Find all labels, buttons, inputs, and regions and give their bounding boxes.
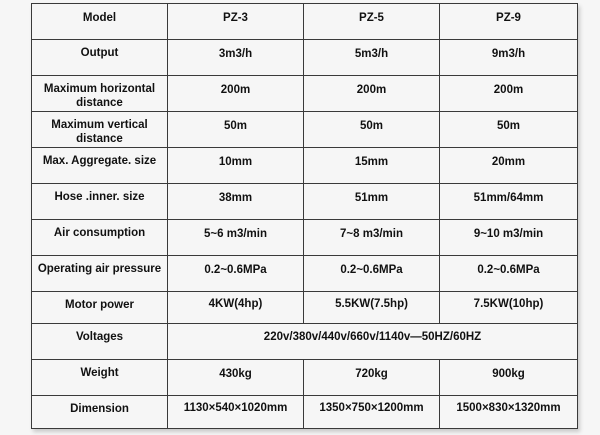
header-cell-pz3: PZ-3 bbox=[168, 4, 304, 40]
row-label: Maximum horizontal distance bbox=[32, 76, 168, 112]
table-cell: 1350×750×1200mm bbox=[304, 396, 440, 429]
table-cell: 38mm bbox=[168, 184, 304, 220]
table-cell: 5~6 m3/min bbox=[168, 220, 304, 256]
row-label: Motor power bbox=[32, 292, 168, 324]
table-cell: 5.5KW(7.5hp) bbox=[304, 292, 440, 324]
table-cell: 200m bbox=[440, 76, 578, 112]
table-cell: 10mm bbox=[168, 148, 304, 184]
table-row-max-horizontal-distance bbox=[32, 76, 578, 112]
table-row-air-consumption bbox=[32, 220, 578, 256]
table-cell: 200m bbox=[304, 76, 440, 112]
table-cell: 50m bbox=[440, 112, 578, 148]
table-cell: 1500×830×1320mm bbox=[440, 396, 578, 429]
table-row-weight bbox=[32, 360, 578, 396]
table-cell: 5m3/h bbox=[304, 40, 440, 76]
table-row-operating-air-pressure bbox=[32, 256, 578, 292]
table-cell: 50m bbox=[304, 112, 440, 148]
table-cell: 0.2~0.6MPa bbox=[440, 256, 578, 292]
row-label: Hose .inner. size bbox=[32, 184, 168, 220]
row-label: Operating air pressure bbox=[32, 256, 168, 292]
row-label: Dimension bbox=[32, 396, 168, 429]
table-cell: 7~8 m3/min bbox=[304, 220, 440, 256]
row-label: Maximum vertical distance bbox=[32, 112, 168, 148]
specification-table bbox=[31, 3, 578, 429]
table-cell: 9~10 m3/min bbox=[440, 220, 578, 256]
table-cell: 4KW(4hp) bbox=[168, 292, 304, 324]
table-cell: 51mm bbox=[304, 184, 440, 220]
table-cell: 50m bbox=[168, 112, 304, 148]
table-cell: 430kg bbox=[168, 360, 304, 396]
table-cell: 9m3/h bbox=[440, 40, 578, 76]
table-cell: 720kg bbox=[304, 360, 440, 396]
table-cell: 200m bbox=[168, 76, 304, 112]
table-cell: 51mm/64mm bbox=[440, 184, 578, 220]
header-cell-pz9: PZ-9 bbox=[440, 4, 578, 40]
row-label: Output bbox=[32, 40, 168, 76]
header-row bbox=[32, 4, 578, 40]
table-row-voltages bbox=[32, 324, 578, 360]
header-cell-pz5: PZ-5 bbox=[304, 4, 440, 40]
table-row-max-vertical-distance bbox=[32, 112, 578, 148]
table-cell: 3m3/h bbox=[168, 40, 304, 76]
merged-voltage-cell: 220v/380v/440v/660v/1140v—50HZ/60HZ bbox=[168, 324, 578, 360]
table-cell: 0.2~0.6MPa bbox=[168, 256, 304, 292]
table-row-output bbox=[32, 40, 578, 76]
table-row-dimension bbox=[32, 396, 578, 429]
table-cell: 0.2~0.6MPa bbox=[304, 256, 440, 292]
header-cell-model: Model bbox=[32, 4, 168, 40]
row-label: Voltages bbox=[32, 324, 168, 360]
table-cell: 20mm bbox=[440, 148, 578, 184]
row-label: Weight bbox=[32, 360, 168, 396]
table-cell: 15mm bbox=[304, 148, 440, 184]
table-row-hose-inner-size bbox=[32, 184, 578, 220]
row-label: Air consumption bbox=[32, 220, 168, 256]
table-row-motor-power bbox=[32, 292, 578, 324]
table-cell: 900kg bbox=[440, 360, 578, 396]
row-label: Max. Aggregate. size bbox=[32, 148, 168, 184]
table-row-max-aggregate-size bbox=[32, 148, 578, 184]
table-cell: 7.5KW(10hp) bbox=[440, 292, 578, 324]
table-cell: 1130×540×1020mm bbox=[168, 396, 304, 429]
